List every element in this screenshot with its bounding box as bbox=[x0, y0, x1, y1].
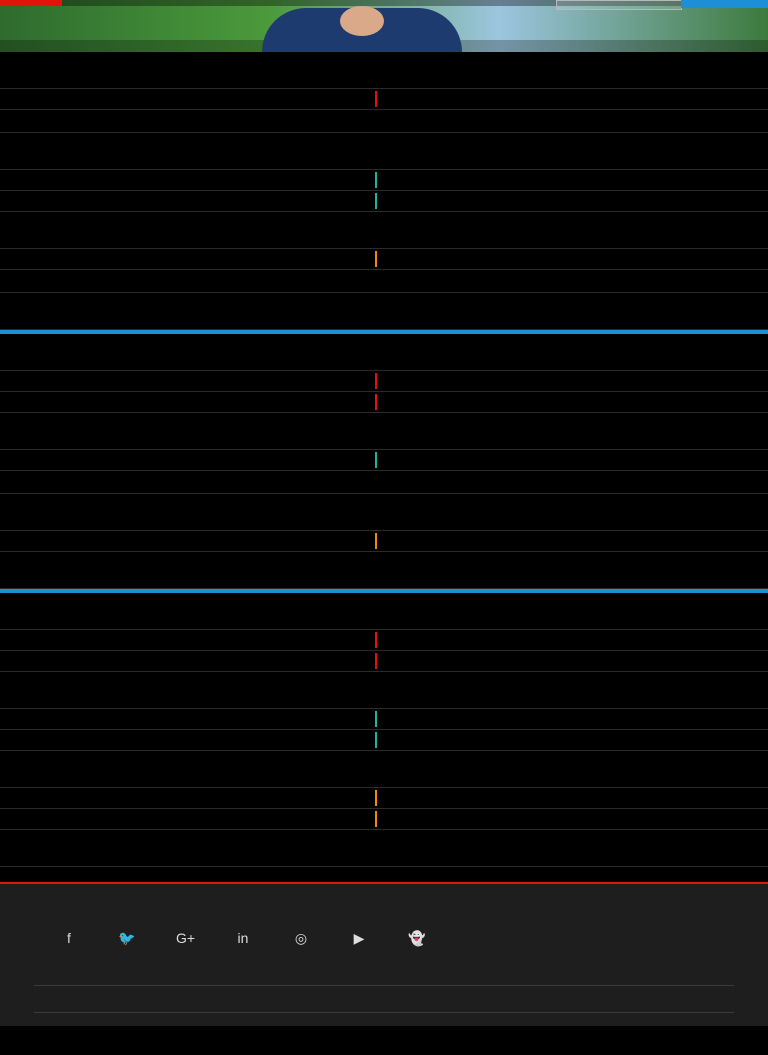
list-item[interactable] bbox=[0, 392, 375, 412]
row-divider bbox=[375, 191, 393, 211]
list-item[interactable] bbox=[393, 709, 768, 729]
link-row bbox=[0, 809, 768, 830]
list-item[interactable] bbox=[0, 270, 768, 293]
list-item[interactable] bbox=[393, 191, 768, 211]
footer-meta-link[interactable] bbox=[34, 969, 384, 977]
footer-legal-link[interactable] bbox=[384, 1021, 734, 1029]
feature-item[interactable] bbox=[0, 334, 768, 371]
facebook-icon[interactable]: f bbox=[67, 930, 71, 946]
youtube-icon[interactable]: ▶ bbox=[353, 930, 365, 946]
footer-meta-link[interactable] bbox=[384, 959, 734, 967]
feature-kicker bbox=[38, 599, 730, 607]
footer bbox=[0, 882, 768, 1026]
snapchat-icon[interactable]: 👻 bbox=[408, 930, 426, 946]
list-item[interactable] bbox=[0, 531, 375, 551]
footer-link[interactable] bbox=[498, 890, 730, 900]
header-subscribe-link[interactable] bbox=[322, 0, 426, 7]
list-item[interactable] bbox=[393, 89, 768, 109]
list-item[interactable] bbox=[0, 471, 768, 494]
row-divider bbox=[375, 531, 393, 551]
copyright bbox=[0, 1039, 768, 1055]
social-icons bbox=[0, 916, 768, 951]
feature-title[interactable] bbox=[38, 149, 730, 161]
link-row bbox=[0, 630, 768, 651]
list-item[interactable] bbox=[0, 651, 375, 671]
feature-item[interactable] bbox=[0, 672, 768, 709]
feature-kicker bbox=[38, 558, 730, 566]
footer-link[interactable] bbox=[34, 890, 266, 900]
list-item[interactable] bbox=[393, 450, 768, 470]
footer-link[interactable] bbox=[266, 890, 498, 900]
list-item[interactable] bbox=[393, 371, 768, 391]
feature-kicker bbox=[38, 58, 730, 66]
list-item[interactable] bbox=[0, 867, 768, 882]
row-divider bbox=[375, 709, 393, 729]
list-item[interactable] bbox=[393, 809, 768, 829]
feature-kicker bbox=[38, 218, 730, 226]
row-divider bbox=[375, 730, 393, 750]
list-item[interactable] bbox=[0, 450, 375, 470]
linkedin-icon[interactable]: in bbox=[237, 930, 249, 946]
link-row bbox=[0, 730, 768, 751]
link-row bbox=[0, 392, 768, 413]
footer-legal-links bbox=[0, 1013, 768, 1039]
link-row bbox=[0, 450, 768, 471]
row-divider bbox=[375, 809, 393, 829]
feature-item[interactable] bbox=[0, 52, 768, 89]
link-row bbox=[0, 651, 768, 672]
instagram-icon[interactable]: ◎ bbox=[294, 930, 308, 946]
header-banner bbox=[0, 0, 768, 52]
feature-title[interactable] bbox=[38, 350, 730, 362]
google-plus-icon[interactable]: G+ bbox=[176, 930, 196, 946]
link-row bbox=[0, 531, 768, 552]
feature-kicker bbox=[38, 299, 730, 307]
footer-meta-link[interactable] bbox=[384, 969, 734, 977]
link-row bbox=[0, 170, 768, 191]
row-divider bbox=[375, 788, 393, 808]
feature-title[interactable] bbox=[38, 568, 730, 580]
header-badge bbox=[556, 0, 682, 10]
link-row bbox=[0, 371, 768, 392]
feature-kicker bbox=[38, 836, 730, 844]
footer-legal-link[interactable] bbox=[384, 1031, 734, 1039]
footer-meta-links bbox=[0, 951, 768, 977]
feature-item[interactable] bbox=[0, 212, 768, 249]
feature-title[interactable] bbox=[38, 309, 730, 321]
feature-title[interactable] bbox=[38, 688, 730, 700]
feature-item[interactable] bbox=[0, 293, 768, 330]
feature-item[interactable] bbox=[0, 830, 768, 867]
list-item[interactable] bbox=[0, 809, 375, 829]
twitter-icon[interactable]: 🐦 bbox=[118, 930, 136, 946]
feature-kicker bbox=[38, 757, 730, 765]
list-item[interactable] bbox=[0, 89, 375, 109]
list-item[interactable] bbox=[0, 170, 375, 190]
row-divider bbox=[375, 630, 393, 650]
list-item[interactable] bbox=[393, 531, 768, 551]
feature-kicker bbox=[38, 340, 730, 348]
feature-item[interactable] bbox=[0, 494, 768, 531]
header-illustration-face bbox=[340, 6, 384, 36]
feature-item[interactable] bbox=[0, 593, 768, 630]
feature-kicker bbox=[38, 419, 730, 427]
list-item[interactable] bbox=[393, 170, 768, 190]
footer-legal-link[interactable] bbox=[34, 1031, 384, 1039]
link-row bbox=[0, 89, 768, 110]
footer-legal-link[interactable] bbox=[34, 1021, 384, 1029]
footer-note bbox=[34, 985, 734, 1013]
list-item[interactable] bbox=[0, 709, 375, 729]
row-divider bbox=[375, 170, 393, 190]
row-divider bbox=[375, 89, 393, 109]
row-divider bbox=[375, 371, 393, 391]
list-item[interactable] bbox=[0, 630, 375, 650]
link-row bbox=[0, 788, 768, 809]
list-item[interactable] bbox=[0, 371, 375, 391]
footer-meta-link[interactable] bbox=[34, 959, 384, 967]
menu-button[interactable] bbox=[681, 0, 768, 8]
list-item[interactable] bbox=[393, 730, 768, 750]
feature-kicker bbox=[38, 678, 730, 686]
link-row bbox=[0, 191, 768, 212]
site-logo[interactable] bbox=[0, 0, 62, 6]
feature-title[interactable] bbox=[38, 228, 730, 240]
feature-item[interactable] bbox=[0, 413, 768, 450]
feature-item[interactable] bbox=[0, 552, 768, 589]
user-icon[interactable] bbox=[464, 0, 486, 7]
list-item[interactable] bbox=[0, 788, 375, 808]
list-item[interactable] bbox=[0, 249, 375, 269]
feature-item[interactable] bbox=[0, 751, 768, 788]
feature-item[interactable] bbox=[0, 133, 768, 170]
feature-kicker bbox=[38, 139, 730, 147]
feature-title[interactable] bbox=[38, 767, 730, 779]
row-divider bbox=[375, 651, 393, 671]
row-divider bbox=[375, 249, 393, 269]
feature-title[interactable] bbox=[38, 68, 730, 80]
feature-title[interactable] bbox=[38, 846, 730, 858]
list-item[interactable] bbox=[393, 788, 768, 808]
list-item[interactable] bbox=[0, 191, 375, 211]
content-list bbox=[0, 52, 768, 882]
feature-title[interactable] bbox=[38, 429, 730, 441]
feature-title[interactable] bbox=[38, 510, 730, 522]
row-divider bbox=[375, 392, 393, 412]
list-item[interactable] bbox=[393, 651, 768, 671]
link-row bbox=[0, 249, 768, 270]
feature-title[interactable] bbox=[38, 609, 730, 621]
list-item[interactable] bbox=[393, 249, 768, 269]
footer-links bbox=[0, 884, 768, 900]
row-divider bbox=[375, 450, 393, 470]
list-item[interactable] bbox=[393, 392, 768, 412]
link-row bbox=[0, 709, 768, 730]
list-item[interactable] bbox=[393, 630, 768, 650]
list-item[interactable] bbox=[0, 730, 375, 750]
social-heading bbox=[0, 900, 768, 916]
feature-kicker bbox=[38, 500, 730, 508]
list-item[interactable] bbox=[0, 110, 768, 133]
